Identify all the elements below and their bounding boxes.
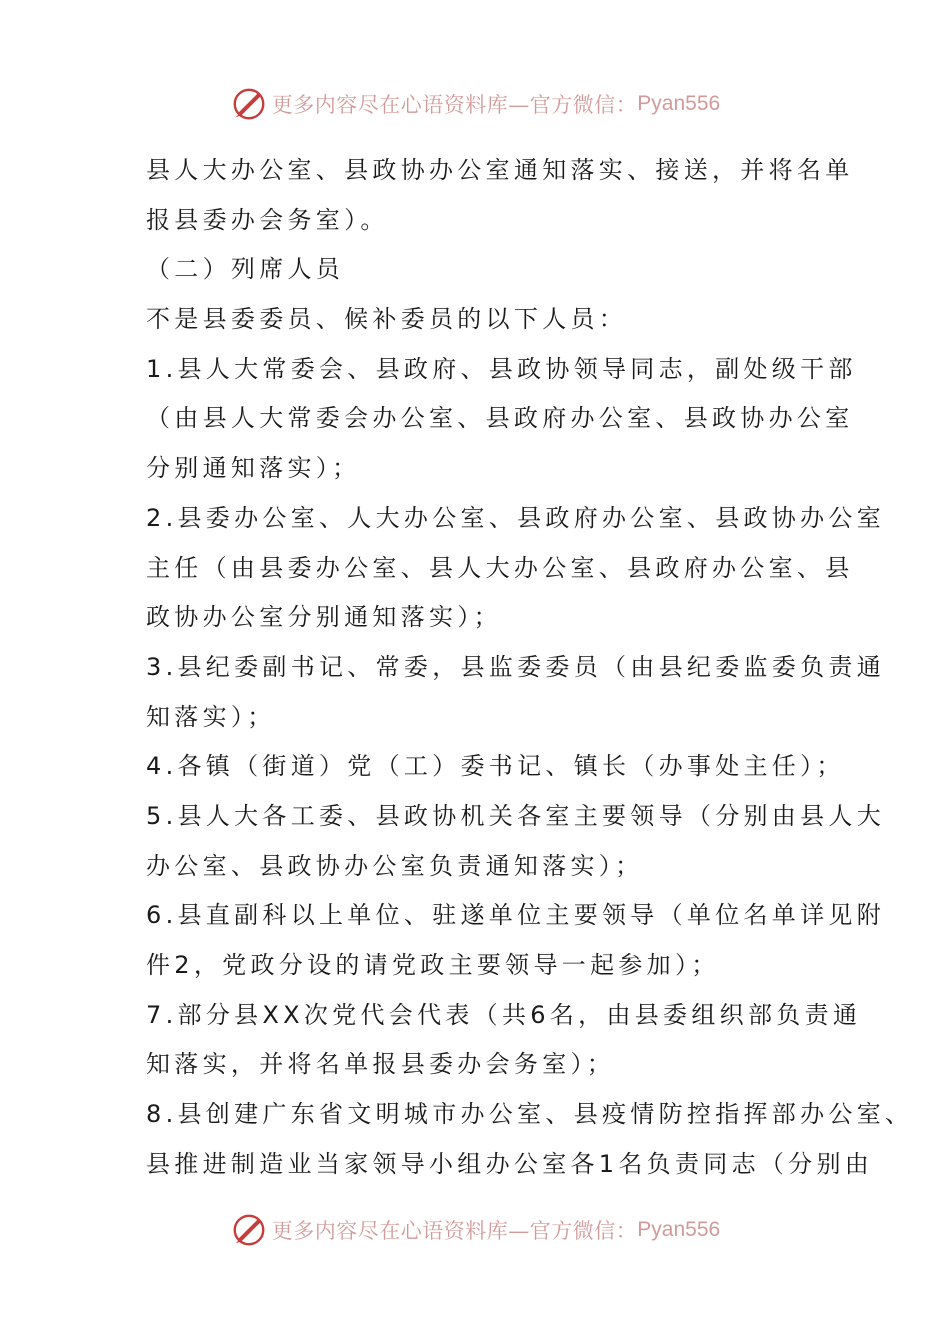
text-line: 分别通知落实）； [146,454,361,483]
pen-logo-icon [230,1211,268,1249]
list-item: 7.部分县XX次党代会代表（共6名，由县委组织部负责通 [146,1000,862,1029]
text-line: 件2，党政分设的请党政主要领导一起参加）； [146,951,720,979]
list-item: 8.县创建广东省文明城市办公室、县疫情防控指挥部办公室、 [146,1100,914,1129]
text-line: 县人大办公室、县政协办公室通知落实、接送，并将名单 [146,156,854,184]
text-line: 报县委办会务室）。 [146,205,389,234]
list-item: 1.县人大常委会、县政府、县政协领导同志，副处级干部 [146,354,857,383]
footer-watermark [0,1210,950,1250]
watermark-wechat-id: Pyan556 [637,1218,721,1241]
list-item: 6.县直副科以上单位、驻遂单位主要领导（单位名单详见附 [146,901,885,930]
pen-logo-icon [230,85,268,123]
list-item: 4.各镇（街道）党（工）委书记、镇长（办事处主任）； [146,752,845,781]
watermark-wechat-id: Pyan556 [637,92,721,115]
section-heading: （二）列席人员 [146,255,345,284]
list-item: 3.县纪委副书记、常委，县监委委员（由县纪委监委负责通 [146,652,885,681]
text-line: 知落实，并将名单报县委办会务室）； [146,1050,616,1079]
list-item: 5.县人大各工委、县政协机关各室主要领导（分别由县人大 [146,801,885,830]
document-body [146,146,914,1189]
text-line: 办公室、县政协办公室负责通知落实）； [146,851,644,880]
text-line: 知落实）； [146,702,276,731]
text-line: 政协办公室分别通知落实）； [146,603,502,632]
text-line: 主任（由县委办公室、县人大办公室、县政府办公室、县 [146,553,854,582]
text-line: 县推进制造业当家领导小组办公室各1名负责同志（分别由 [146,1149,874,1178]
watermark-text: 更多内容尽在心语资料库—官方微信： [271,93,638,117]
text-line: （由县人大常委会办公室、县政府办公室、县政协办公室 [146,404,854,433]
list-item: 2.县委办公室、人大办公室、县政府办公室、县政协办公室 [146,503,885,532]
text-line: 不是县委委员、候补委员的以下人员： [146,305,628,334]
watermark-text: 更多内容尽在心语资料库—官方微信： [271,1219,638,1243]
header-watermark [0,84,950,124]
